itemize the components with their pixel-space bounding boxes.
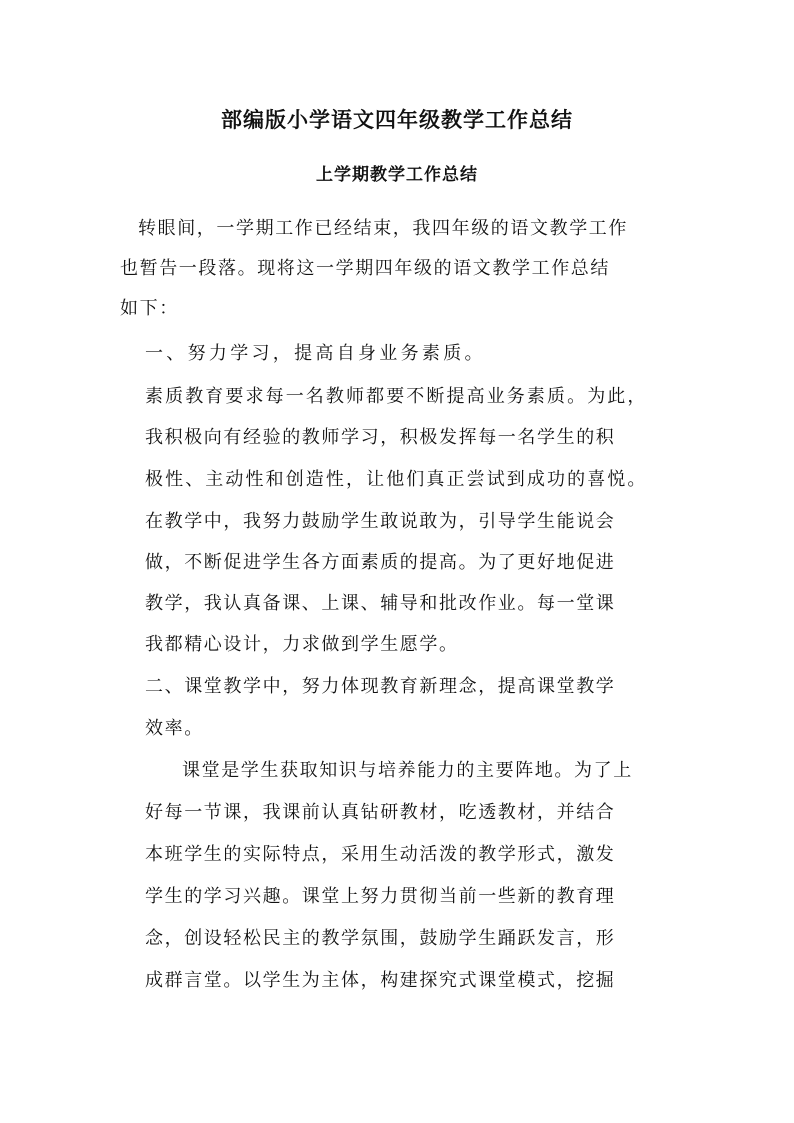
- paragraph-line: 本班学生的实际特点，采用生动活泼的教学形式，激发: [145, 844, 616, 865]
- paragraph-line: 课堂是学生获取知识与培养能力的主要阵地。为了上: [182, 760, 633, 781]
- paragraph-line: 学生的学习兴趣。课堂上努力贯彻当前一些新的教育理: [145, 886, 616, 907]
- section-heading: 一、努力学习，提高自身业务素质。: [145, 343, 486, 364]
- paragraph-line: 成群言堂。以学生为主体，构建探究式课堂模式，挖掘: [145, 970, 616, 991]
- paragraph-line: 好每一节课，我课前认真钻研教材，吃透教材，并结合: [145, 802, 616, 823]
- paragraph-line: 念，创设轻松民主的教学氛围，鼓励学生踊跃发言，形: [145, 928, 616, 949]
- paragraph-line: 素质教育要求每一名教师都要不断提高业务素质。为此，: [145, 386, 648, 407]
- section-heading: 二、课堂教学中，努力体现教育新理念，提高课堂教学: [145, 676, 616, 697]
- paragraph-line: 极性、主动性和创造性，让他们真正尝试到成功的喜悦。: [145, 469, 648, 490]
- paragraph-line: 教学，我认真备课、上课、辅导和批改作业。每一堂课: [145, 593, 616, 614]
- paragraph-line: 在教学中，我努力鼓励学生敢说敢为，引导学生能说会: [145, 511, 616, 532]
- paragraph-line: 转眼间，一学期工作已经结束，我四年级的语文教学工作: [138, 218, 628, 239]
- document-title: 部编版小学语文四年级教学工作总结: [221, 107, 573, 132]
- paragraph-line: 如下：: [120, 298, 179, 319]
- document-subtitle: 上学期教学工作总结: [316, 165, 478, 185]
- paragraph-line: 做，不断促进学生各方面素质的提高。为了更好地促进: [145, 552, 616, 573]
- paragraph-line: 也暂告一段落。现将这一学期四年级的语文教学工作总结: [120, 258, 610, 279]
- paragraph-line: 我积极向有经验的教师学习，积极发挥每一名学生的积: [145, 427, 616, 448]
- section-heading: 效率。: [145, 718, 204, 739]
- paragraph-line: 我都精心设计，力求做到学生愿学。: [145, 634, 459, 655]
